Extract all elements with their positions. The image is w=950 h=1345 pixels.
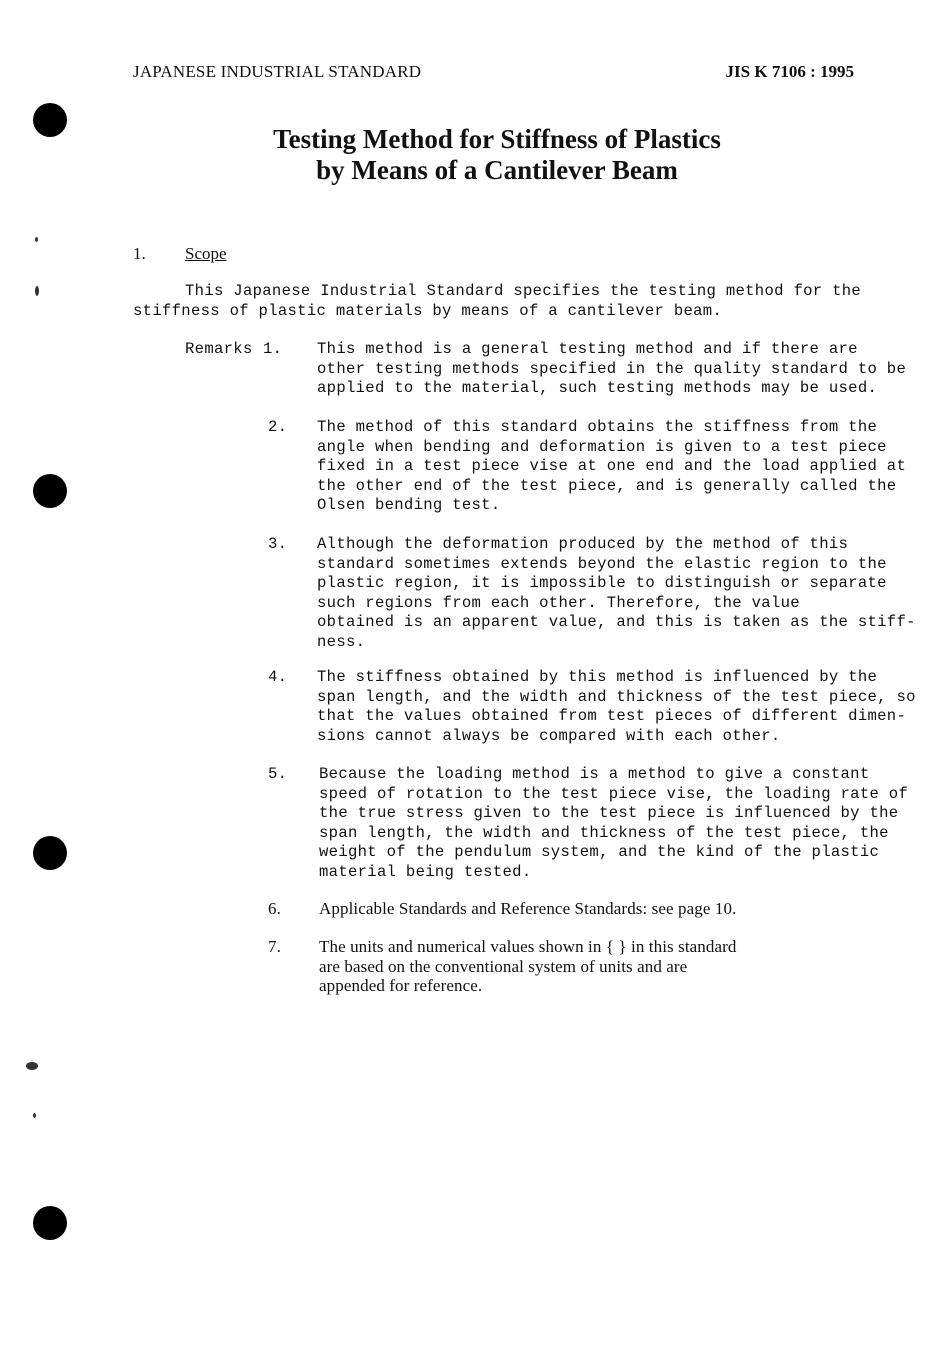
- remark-line: applied to the material, such testing methods may be used.: [317, 379, 878, 397]
- remark-text: [317, 418, 907, 516]
- remark-line: Although the deformation produced by the method of this: [317, 535, 849, 553]
- intro-paragraph: [133, 282, 862, 321]
- standard-number: JIS K 7106 : 1995: [725, 62, 854, 81]
- remark-line: Olsen bending test.: [317, 496, 501, 514]
- remark-line: speed of rotation to the test piece vise, the loading rate of: [319, 784, 909, 803]
- remark-text: [319, 899, 879, 919]
- remark-line: Because the loading method is a method to give a constant: [319, 765, 870, 783]
- remark-line: that the values obtained from test pieces of different dimen-: [317, 707, 907, 725]
- remark-number: 6.: [268, 899, 281, 918]
- remark-text: [319, 765, 909, 882]
- remark-line: standard sometimes extends beyond the elastic region to the: [317, 554, 887, 573]
- remark-text: [317, 340, 907, 399]
- section-number: 1.: [133, 244, 146, 263]
- remark-line: Applicable Standards and Reference Standards: see page 10.: [319, 899, 737, 918]
- remark-line: span length, and the width and thickness of the test piece, so: [317, 687, 916, 706]
- remark-line: The stiffness obtained by this method is influenced by the: [317, 668, 878, 686]
- remark-line: This method is a general testing method and if there are: [317, 340, 858, 358]
- intro-line: stiffness of plastic materials by means of a cantilever beam.: [133, 301, 723, 320]
- remark-line: such regions from each other. Therefore, the value: [317, 593, 800, 612]
- remark-text: [317, 668, 916, 746]
- page-title: [0, 124, 950, 186]
- scan-speck: [26, 1062, 38, 1070]
- remark-line: span length, the width and thickness of the test piece, the: [319, 823, 889, 842]
- remark-line: are based on the conventional system of units and are: [319, 956, 688, 976]
- remark-line: The units and numerical values shown in { } in this standard: [319, 937, 737, 956]
- remark-number: 7.: [268, 937, 281, 956]
- title-line-2: by Means of a Cantilever Beam: [316, 155, 678, 185]
- remark-number: 4.: [268, 668, 288, 686]
- title-line-1: Testing Method for Stiffness of Plastics: [273, 124, 721, 154]
- punch-hole: [33, 836, 67, 870]
- scan-speck: [35, 237, 38, 242]
- remarks-label: Remarks: [185, 340, 253, 358]
- remark-line: sions cannot always be compared with each other.: [317, 726, 781, 745]
- punch-hole: [33, 1206, 67, 1240]
- remark-text: [317, 535, 916, 652]
- remark-text: [319, 937, 879, 996]
- remark-number: 5.: [268, 765, 288, 783]
- remark-number: 3.: [268, 535, 288, 553]
- punch-hole: [33, 474, 67, 508]
- section-heading: [133, 244, 227, 264]
- standard-label: JAPANESE INDUSTRIAL STANDARD: [133, 62, 422, 81]
- remark-number: 1.: [263, 340, 283, 358]
- intro-line: This Japanese Industrial Standard specifies the testing method for the: [185, 282, 862, 300]
- remark-line: weight of the pendulum system, and the kind of the plastic: [319, 843, 880, 861]
- remark-line: fixed in a test piece vise at one end and the load applied at: [317, 457, 907, 475]
- remark-line: appended for reference.: [319, 976, 483, 995]
- remark-line: ness.: [317, 632, 366, 651]
- remark-line: the other end of the test piece, and is generally called the: [317, 476, 897, 495]
- remark-line: other testing methods specified in the quality standard to be: [317, 359, 907, 378]
- remark-line: the true stress given to the test piece is influenced by the: [319, 804, 899, 822]
- remark-line: The method of this standard obtains the stiffness from the: [317, 418, 878, 436]
- remark-line: angle when bending and deformation is given to a test piece: [317, 437, 887, 456]
- scan-speck: [35, 286, 39, 296]
- section-title: Scope: [185, 244, 227, 263]
- scan-speck: [33, 1113, 36, 1118]
- remark-line: material being tested.: [319, 862, 532, 881]
- remark-line: plastic region, it is impossible to distinguish or separate: [317, 574, 887, 592]
- remark-line: obtained is an apparent value, and this is taken as the stiff-: [317, 613, 916, 631]
- remark-number: 2.: [268, 418, 288, 436]
